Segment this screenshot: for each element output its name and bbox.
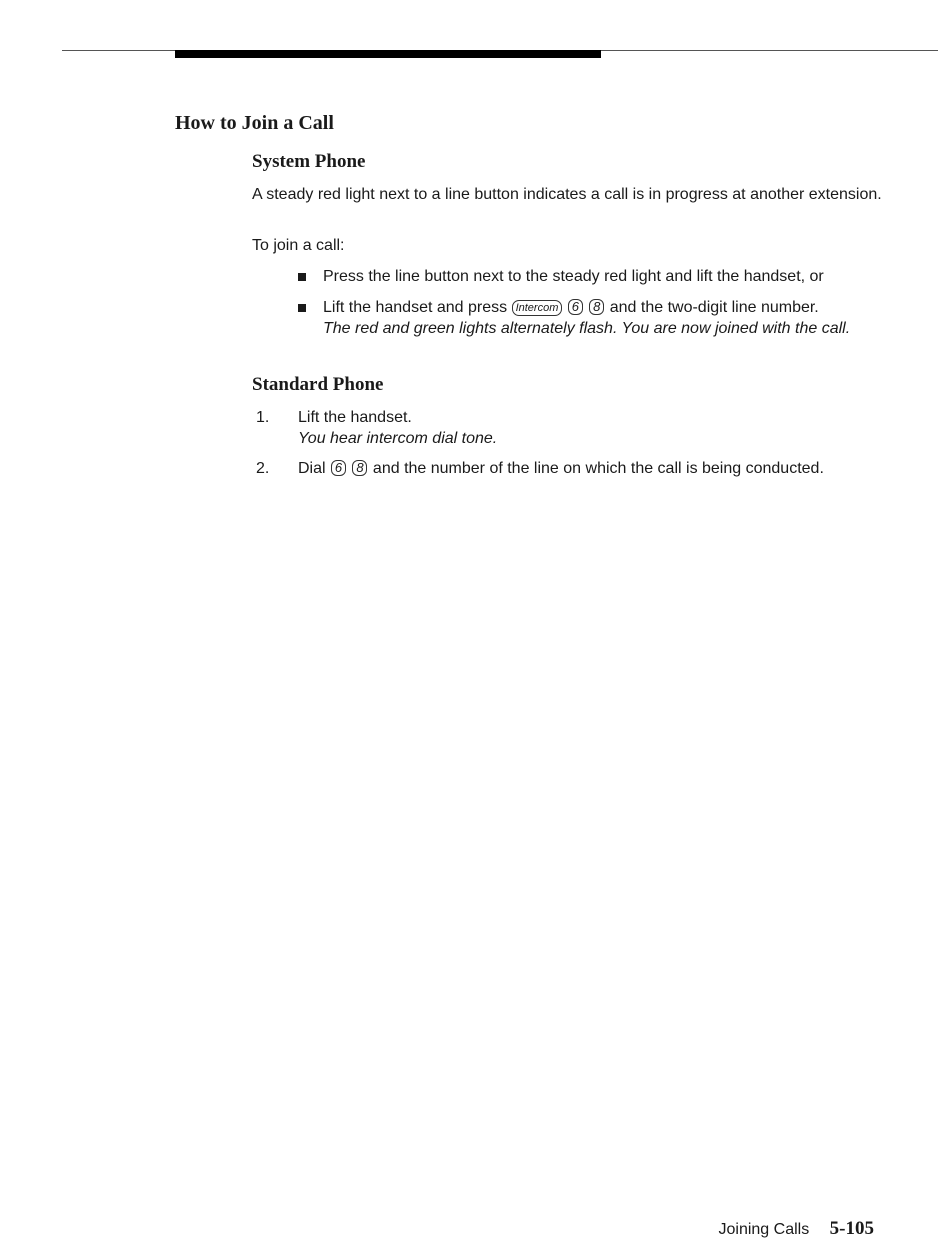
step-text: Lift the handset. bbox=[298, 409, 412, 426]
bullet-text bbox=[323, 298, 883, 339]
step-result: You hear intercom dial tone. bbox=[298, 429, 498, 447]
digit-8-key-icon: 8 bbox=[352, 460, 367, 476]
page-number: 5-105 bbox=[829, 1218, 874, 1239]
digit-6-key-icon: 6 bbox=[331, 460, 346, 476]
header-bar bbox=[175, 50, 601, 58]
section-heading: How to Join a Call bbox=[175, 112, 334, 134]
bullet-result: The red and green lights alternately flash. You are now joined with the call. bbox=[323, 319, 851, 337]
bullet-text: Press the line button next to the steady red light and lift the handset, or bbox=[323, 268, 824, 285]
bullet-text-before: Lift the handset and press bbox=[323, 299, 508, 316]
step-number: 2. bbox=[256, 460, 270, 477]
footer-section-label: Joining Calls bbox=[718, 1221, 810, 1238]
step-body bbox=[298, 459, 888, 480]
system-phone-intro: A steady red light next to a line button indicates a call is in progress at another extension. bbox=[252, 186, 882, 203]
step-number: 1. bbox=[256, 409, 270, 426]
bullet-text-after: and the two-digit line number. bbox=[609, 299, 819, 316]
step-text-before: Dial bbox=[298, 460, 326, 477]
bullet-icon bbox=[298, 273, 306, 281]
standard-phone-heading: Standard Phone bbox=[252, 374, 384, 395]
system-phone-heading: System Phone bbox=[252, 151, 366, 172]
bullet-icon bbox=[298, 304, 306, 312]
digit-8-key-icon: 8 bbox=[589, 299, 604, 315]
digit-6-key-icon: 6 bbox=[568, 299, 583, 315]
page-footer bbox=[719, 1218, 875, 1240]
step-body bbox=[298, 408, 888, 449]
join-call-lead: To join a call: bbox=[252, 237, 345, 254]
intercom-key-icon: Intercom bbox=[512, 300, 563, 316]
step-text-after: and the number of the line on which the call is being conducted. bbox=[372, 460, 824, 477]
